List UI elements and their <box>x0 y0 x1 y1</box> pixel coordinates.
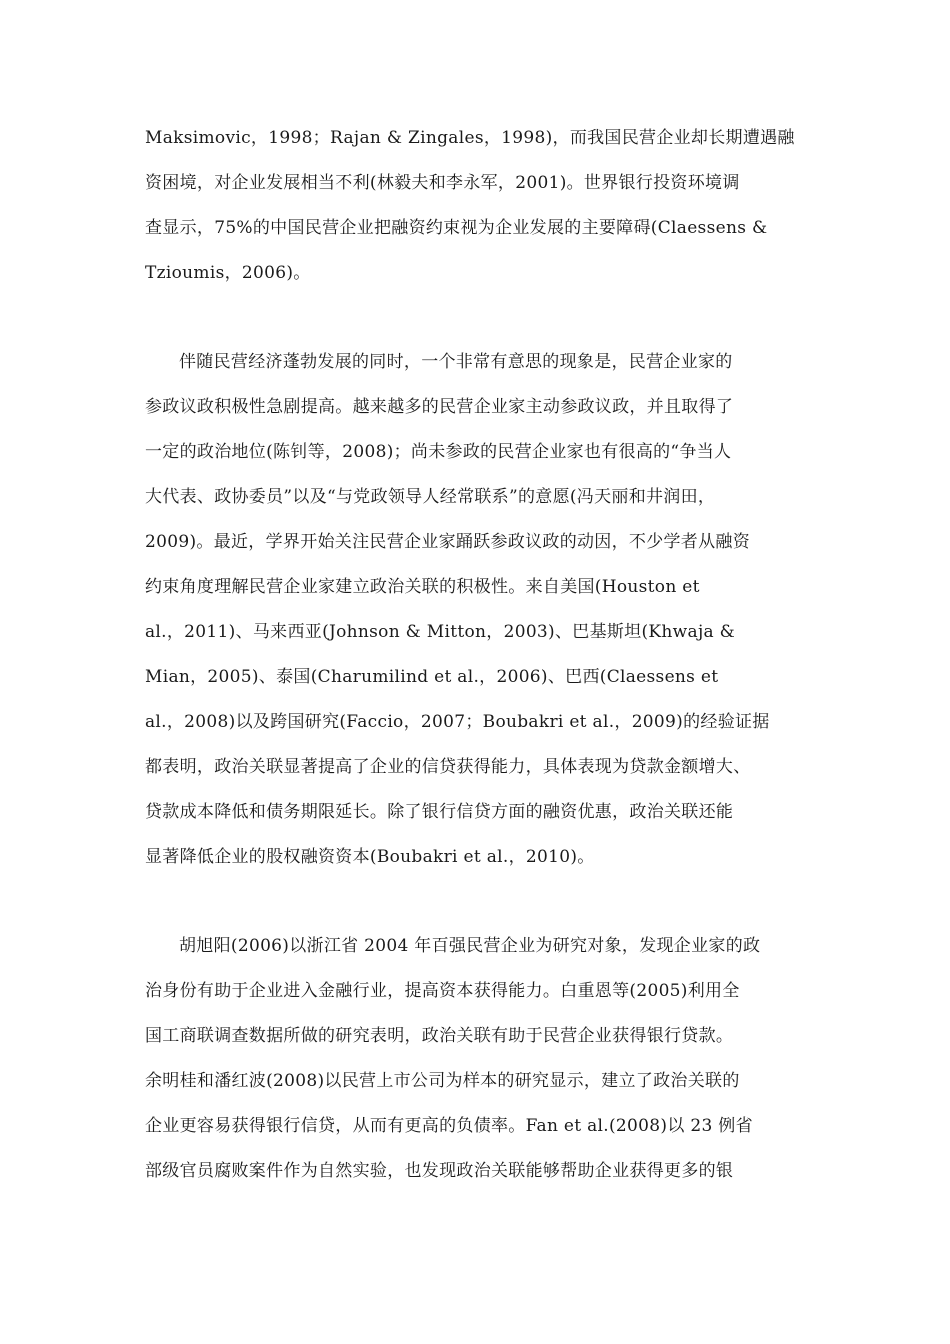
text-line: 贷款成本降低和债务期限延长。除了银行信贷方面的融资优惠，政治关联还能 <box>145 802 734 822</box>
text-line: 都表明，政治关联显著提高了企业的信贷获得能力，具体表现为贷款金额增大、 <box>145 757 751 777</box>
text-line: 一定的政治地位(陈钊等，2008)；尚未参政的民营企业家也有很高的“争当人 <box>145 442 732 462</box>
text-line: Tzioumis，2006)。 <box>145 263 311 283</box>
text-line: Mian，2005)、泰国(Charumilind et al.，2006)、巴西(Claessens et <box>145 667 719 687</box>
text-line: 余明桂和潘红波(2008)以民营上市公司为样本的研究显示，建立了政治关联的 <box>145 1071 740 1091</box>
text-line: 伴随民营经济蓬勃发展的同时，一个非常有意思的现象是，民营企业家的 <box>179 352 733 372</box>
text-line: 2009)。最近，学界开始关注民营企业家踊跃参政议政的动因，不少学者从融资 <box>145 532 750 552</box>
text-line: 国工商联调查数据所做的研究表明，政治关联有助于民营企业获得银行贷款。 <box>145 1026 734 1046</box>
text-line: 查显示，75%的中国民营企业把融资约束视为企业发展的主要障碍(Claessens & <box>145 218 768 238</box>
text-line: 大代表、政协委员”以及“与党政领导人经常联系”的意愿(冯天丽和井润田， <box>145 487 716 507</box>
text-line: 约束角度理解民营企业家建立政治关联的积极性。来自美国(Houston et <box>145 577 700 597</box>
text-line: 胡旭阳(2006)以浙江省 2004 年百强民营企业为研究对象，发现企业家的政 <box>179 936 761 956</box>
text-line: Maksimovic，1998；Rajan & Zingales，1998)，而我国民营企业却长期遭遇融 <box>145 128 795 148</box>
text-line: 治身份有助于企业进入金融行业，提高资本获得能力。白重恩等(2005)利用全 <box>145 981 740 1001</box>
text-line: al.，2011)、马来西亚(Johnson & Mitton，2003)、巴基斯坦(Khwaja & <box>145 622 736 642</box>
text-line: 显著降低企业的股权融资资本(Boubakri et al.，2010)。 <box>145 847 595 867</box>
text-line: 资困境，对企业发展相当不利(林毅夫和李永军，2001)。世界银行投资环境调 <box>145 173 740 193</box>
text-line: al.，2008)以及跨国研究(Faccio，2007；Boubakri et al.，2009)的经验证据 <box>145 712 770 732</box>
text-line: 参政议政积极性急剧提高。越来越多的民营企业家主动参政议政，并且取得了 <box>145 397 734 417</box>
text-line: 部级官员腐败案件作为自然实验，也发现政治关联能够帮助企业获得更多的银 <box>145 1161 734 1181</box>
text-line: 企业更容易获得银行信贷，从而有更高的负债率。Fan et al.(2008)以 23 例省 <box>145 1116 753 1136</box>
